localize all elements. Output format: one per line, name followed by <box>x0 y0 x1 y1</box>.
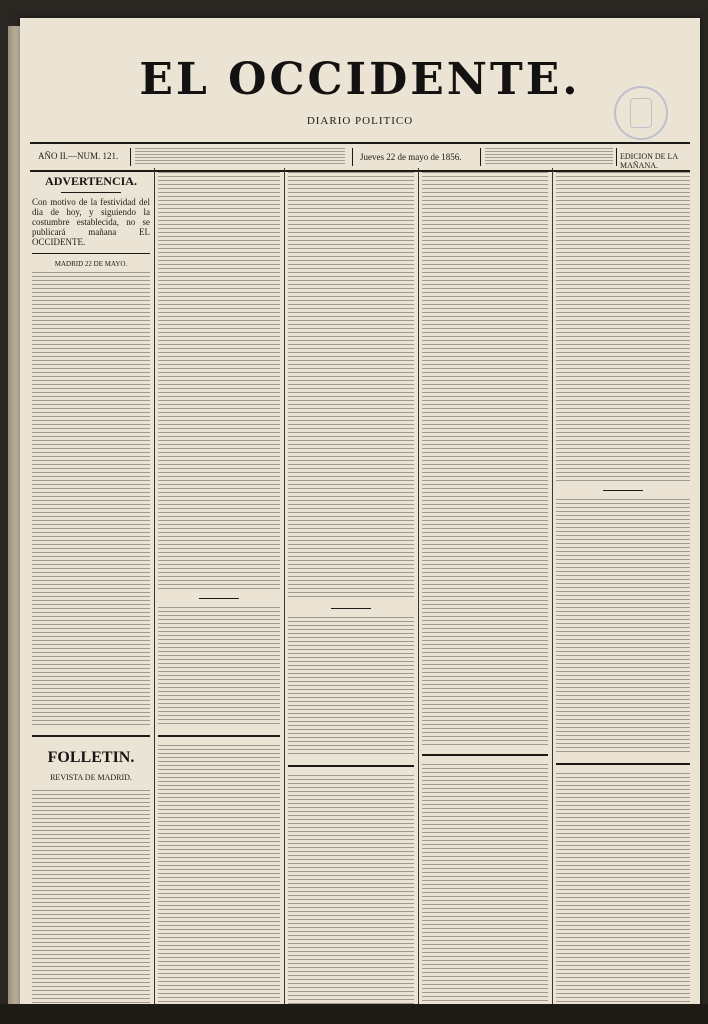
newspaper-title: EL OCCIDENTE. <box>139 54 581 105</box>
divider <box>331 608 371 609</box>
feuilleton-text-block <box>158 745 280 1015</box>
divider <box>199 598 239 599</box>
column-rule <box>552 168 553 1018</box>
feuilleton-text-block <box>288 775 414 1018</box>
column-4 <box>422 168 548 1018</box>
column-3 <box>288 168 414 1018</box>
divider <box>616 148 617 166</box>
divider <box>288 765 414 767</box>
column-2 <box>158 168 280 1018</box>
column-1 <box>32 168 150 1018</box>
dateline: MADRID 22 DE MAYO. <box>54 260 128 268</box>
feuilleton-heading: FOLLETIN. <box>47 749 135 766</box>
article-text-block <box>288 617 414 757</box>
divider <box>556 763 690 765</box>
article-text-block <box>556 499 690 755</box>
advertising-terms-block <box>485 148 613 166</box>
article-text-block <box>32 272 150 727</box>
column-rule <box>154 168 155 1018</box>
column-rule <box>418 168 419 1018</box>
edition-label: EDICION DE LA MAÑANA. <box>620 152 678 170</box>
column-rule <box>284 168 285 1018</box>
divider <box>603 490 643 491</box>
feuilleton-text-block <box>32 790 150 1010</box>
feuilleton-text-block <box>556 773 690 1018</box>
subscription-terms-block <box>135 148 345 166</box>
masthead <box>20 18 700 148</box>
year-number: AÑO II.—NUM. 121. <box>38 151 119 161</box>
divider <box>61 192 121 193</box>
newspaper-subtitle: DIARIO POLITICO <box>306 115 414 127</box>
library-stamp-icon <box>614 86 668 140</box>
article-text-block <box>158 172 280 590</box>
divider <box>32 735 150 737</box>
divider <box>158 735 280 737</box>
divider <box>422 754 548 756</box>
newspaper-page <box>20 18 700 1022</box>
divider <box>352 148 353 166</box>
advertencia-notice: Con motivo de la festividad del dia de hoy, y siguiendo la costumbre establecida, no se publicará mañana EL OCCIDENTE. <box>32 197 150 247</box>
divider <box>32 253 150 254</box>
advertencia-heading: ADVERTENCIA. <box>45 174 137 188</box>
article-text-block <box>288 172 414 600</box>
feuilleton-text-block <box>422 764 548 1014</box>
issue-date: Jueves 22 de mayo de 1856. <box>360 152 462 162</box>
divider <box>480 148 481 166</box>
column-5 <box>556 168 690 1018</box>
divider <box>130 148 131 166</box>
scan-bottom-edge <box>0 1004 708 1024</box>
article-text-block <box>158 607 280 727</box>
article-text-block <box>556 172 690 482</box>
article-text-block <box>422 172 548 746</box>
feuilleton-subheading: REVISTA DE MADRID. <box>50 773 132 782</box>
